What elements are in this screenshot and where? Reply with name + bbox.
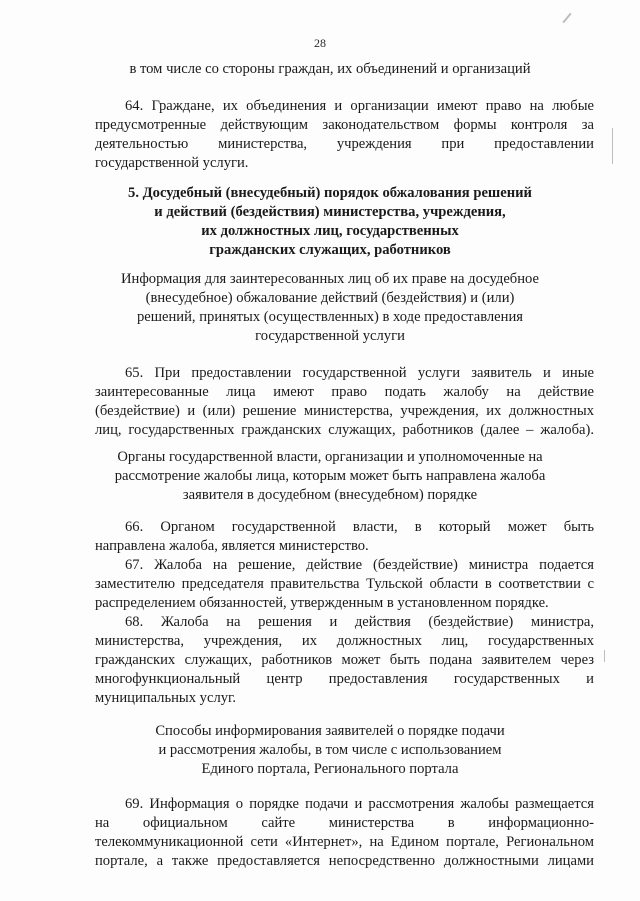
paragraph-66-line-1: 66. Органом государственной власти, в который может быть (125, 519, 594, 535)
paragraph-65-line-2: заинтересованные лица имеют право подать жалобу на действие (95, 384, 594, 400)
paragraph-65-line-4: лиц, государственных гражданских служащих, работников (далее – жалоба). (95, 422, 594, 438)
section-4-closing-line: в том числе со стороны граждан, их объединений и организаций (129, 61, 531, 77)
subheading-information-line-4: государственной услуги (255, 328, 405, 344)
paragraph-68-line-5: муниципальных услуг. (95, 690, 237, 706)
paragraph-65-line-3: (бездействие) и (или) решение министерства, учреждения, их должностных (95, 403, 594, 419)
paragraph-69-line-1: 69. Информация о порядке подачи и рассмотрения жалобы размещается (125, 796, 594, 812)
section-5-heading-line-3: их должностных лиц, государственных (201, 223, 459, 239)
scan-mark (604, 650, 605, 662)
paragraph-66-line-2: направлена жалоба, является министерство. (95, 538, 369, 554)
section-5-heading-line-4: гражданских служащих, работников (209, 242, 451, 258)
subheading-authorities-line-2: рассмотрение жалобы лица, которым может быть направлена жалоба (114, 468, 546, 484)
subheading-information-line-3: решений, принятых (осуществленных) в ходе предоставления (137, 309, 523, 325)
paragraph-64-line-3: деятельностью министерства, учреждения при предоставлении (95, 136, 594, 152)
scan-mark (612, 128, 613, 164)
page-number: 28 (314, 36, 326, 50)
paragraph-69-line-4: портале, а также предоставляется непосредственно должностными лицами (95, 853, 594, 869)
paragraph-69-line-3: телекоммуникационной сети «Интернет», на Едином портале, Региональном (95, 834, 594, 850)
paragraph-68-line-2: министерства, учреждения, их должностных лиц, государственных (95, 633, 594, 649)
paragraph-65-line-1: 65. При предоставлении государственной услуги заявитель и иные (125, 365, 594, 381)
paragraph-64-line-1: 64. Граждане, их объединения и организации имеют право на любые (125, 98, 594, 114)
paragraph-68-line-1: 68. Жалоба на решения и действия (бездействие) министра, (125, 614, 594, 630)
paragraph-67-line-1: 67. Жалоба на решение, действие (бездействие) министра подается (125, 557, 594, 573)
paragraph-68-line-4: многофункциональный центр предоставления государственных и (95, 671, 594, 687)
subheading-information-line-1: Информация для заинтересованных лиц об их праве на досудебное (121, 271, 539, 287)
subheading-authorities-line-3: заявителя в досудебном (внесудебном) порядке (182, 487, 478, 503)
paragraph-68-line-3: гражданских служащих, работников может быть подана заявителем через (95, 652, 594, 668)
section-5-heading-line-1: 5. Досудебный (внесудебный) порядок обжалования решений (128, 185, 532, 201)
scan-mark (562, 13, 571, 23)
paragraph-67-line-3: распределением обязанностей, утвержденным в установленном порядке. (95, 595, 549, 611)
paragraph-67-line-2: заместителю председателя правительства Тульской области в соответствии с (95, 576, 594, 592)
subheading-methods-line-3: Единого портала, Регионального портала (201, 761, 459, 777)
subheading-methods-line-2: и рассмотрения жалобы, в том числе с использованием (158, 742, 502, 758)
paragraph-64-line-2: предусмотренные действующим законодательством формы контроля за (95, 117, 594, 133)
subheading-information-line-2: (внесудебное) обжалование действий (бездействия) и (или) (145, 290, 515, 306)
section-5-heading-line-2: и действий (бездействия) министерства, учреждения, (154, 204, 506, 220)
paragraph-64-line-4: государственной услуги. (95, 155, 249, 171)
subheading-methods-line-1: Способы информирования заявителей о порядке подачи (155, 723, 505, 739)
paragraph-69-line-2: на официальном сайте министерства в информационно- (95, 815, 594, 831)
subheading-authorities-line-1: Органы государственной власти, организации и уполномоченные на (117, 449, 543, 465)
